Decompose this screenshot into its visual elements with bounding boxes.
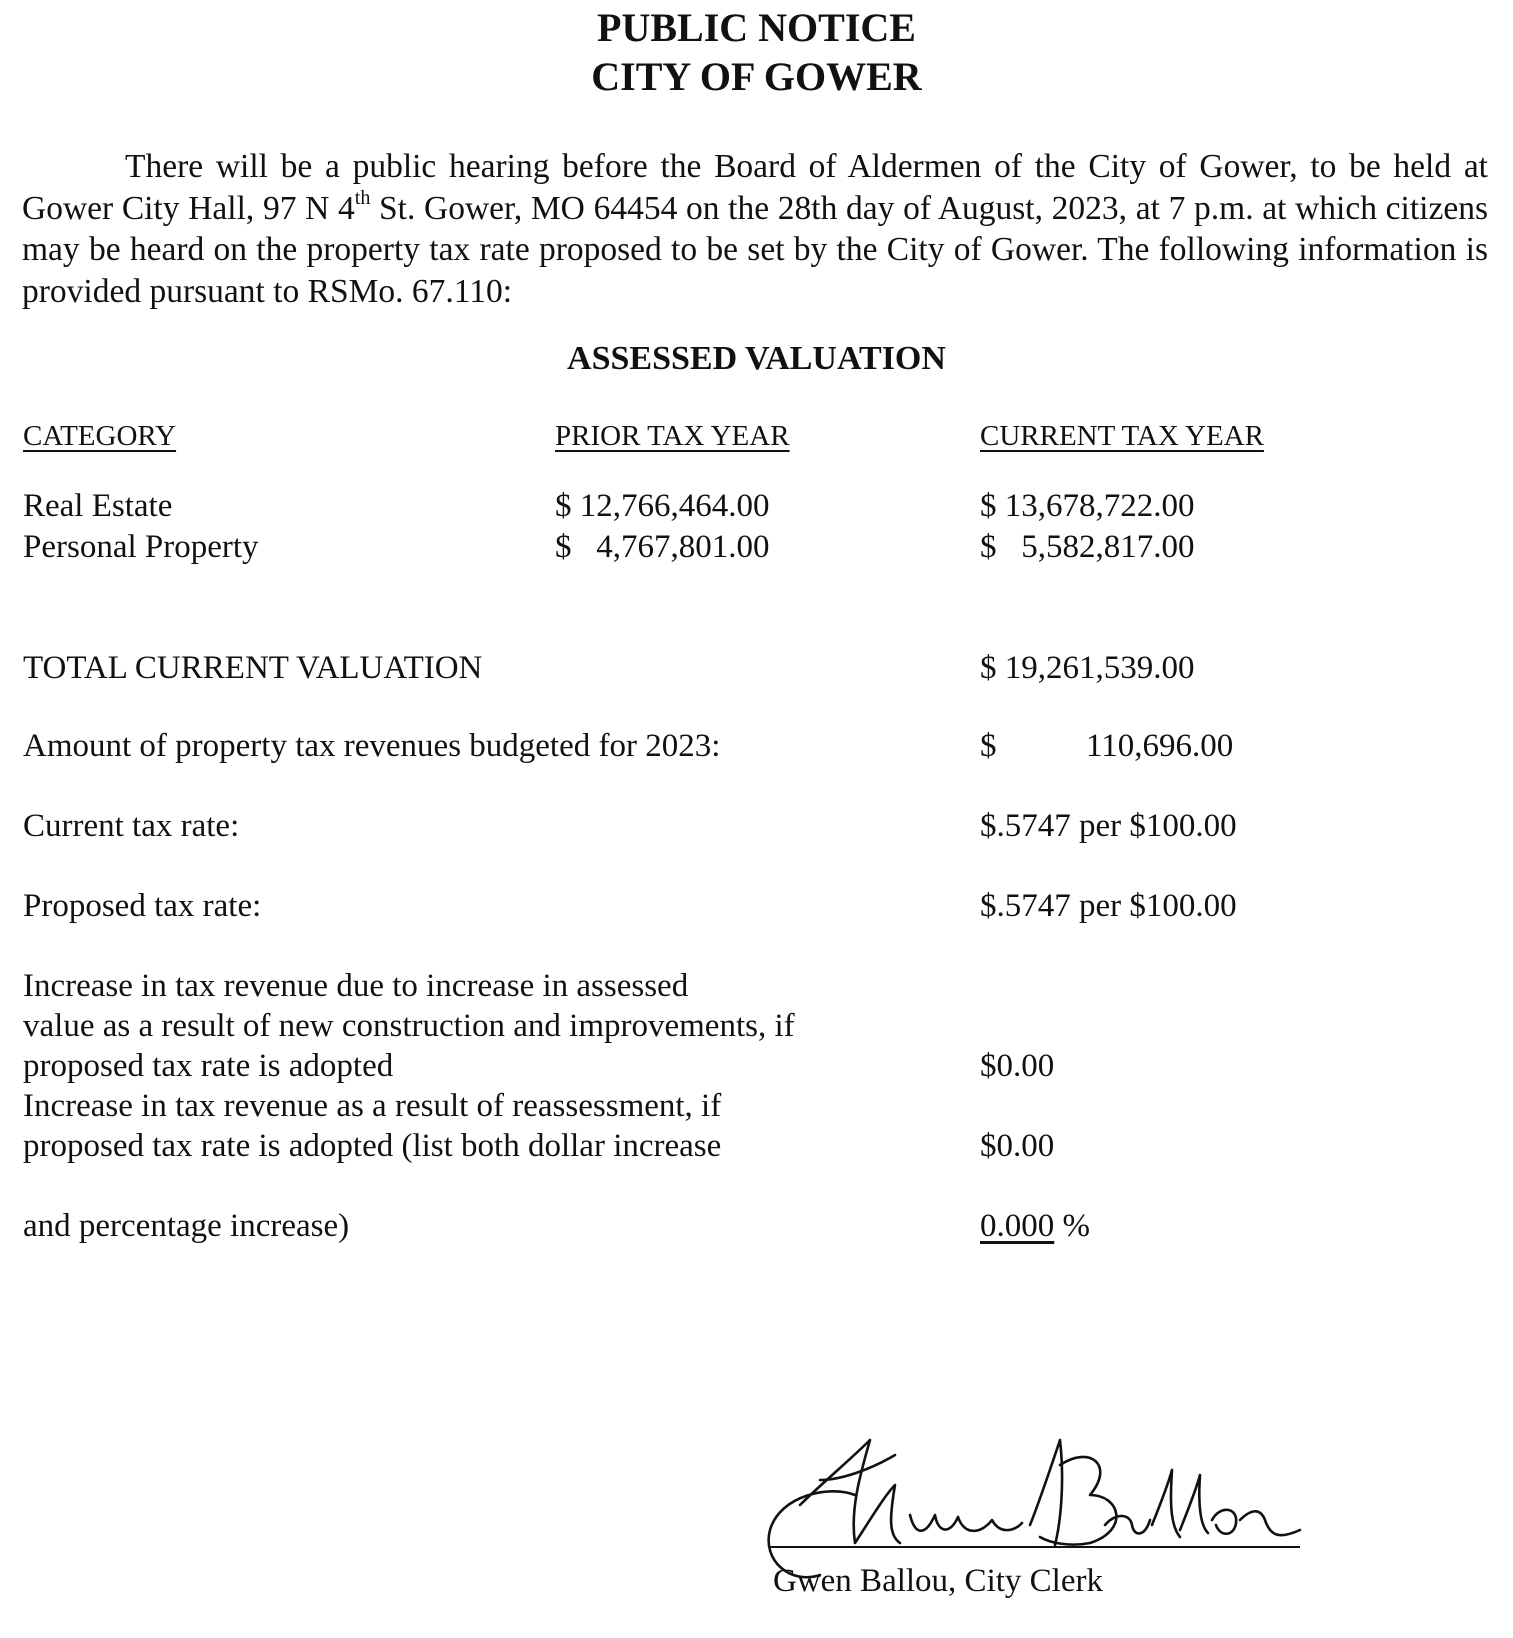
intro-paragraph bbox=[22, 146, 1488, 312]
percentage-unit: % bbox=[1062, 1208, 1090, 1244]
total-valuation-value: $ 19,261,539.00 bbox=[980, 650, 1195, 686]
intro-superscript: th bbox=[354, 187, 371, 210]
column-header-prior: PRIOR TAX YEAR bbox=[555, 420, 790, 452]
row-current-real-estate: $ 13,678,722.00 bbox=[980, 488, 1195, 524]
increase-reassess-value: $0.00 bbox=[980, 1128, 1055, 1164]
signer-name-title: Gwen Ballou, City Clerk bbox=[773, 1563, 1103, 1599]
row-category-real-estate: Real Estate bbox=[23, 488, 173, 524]
total-valuation-label: TOTAL CURRENT VALUATION bbox=[23, 650, 483, 686]
column-header-current: CURRENT TAX YEAR bbox=[980, 420, 1264, 452]
intro-text-part2: St. Gower, MO 64454 on the 28th day of August, 2023, at 7 p.m. at which citizens may be heard on the property tax rate proposed to be set by the City of Gower. The following information is provided pursuant to RSMo. 67.110: bbox=[22, 189, 1488, 310]
row-current-personal-property: $ 5,582,817.00 bbox=[980, 529, 1195, 565]
current-rate-label: Current tax rate: bbox=[23, 808, 240, 844]
current-rate-value: $.5747 per $100.00 bbox=[980, 808, 1237, 844]
signature-line bbox=[770, 1546, 1300, 1548]
proposed-rate-label: Proposed tax rate: bbox=[23, 888, 262, 924]
percentage-label: and percentage increase) bbox=[23, 1208, 350, 1244]
budget-currency: $ bbox=[980, 728, 997, 764]
proposed-rate-value: $.5747 per $100.00 bbox=[980, 888, 1237, 924]
row-prior-real-estate: $ 12,766,464.00 bbox=[555, 488, 770, 524]
row-prior-personal-property: $ 4,767,801.00 bbox=[555, 529, 770, 565]
increase-new-line-1: Increase in tax revenue due to increase in assessed bbox=[23, 968, 689, 1004]
increase-new-line-3: proposed tax rate is adopted bbox=[23, 1048, 394, 1084]
intro-text-part1: There will be a public hearing before the Board of Aldermen of the City of Gower, to be held at Gower City Hall, 97 N 4 bbox=[22, 148, 1488, 227]
budget-amount: 110,696.00 bbox=[1086, 728, 1234, 764]
increase-new-line-2: value as a result of new construction and improvements, if bbox=[23, 1008, 795, 1044]
notice-title: PUBLIC NOTICE bbox=[597, 5, 916, 50]
increase-new-value: $0.00 bbox=[980, 1048, 1055, 1084]
row-category-personal-property: Personal Property bbox=[23, 529, 259, 565]
percentage-value: 0.000 bbox=[980, 1208, 1055, 1244]
budget-label: Amount of property tax revenues budgeted for 2023: bbox=[23, 728, 721, 764]
city-title: CITY OF GOWER bbox=[591, 54, 922, 99]
column-header-category: CATEGORY bbox=[23, 420, 177, 452]
increase-reassess-line-1: Increase in tax revenue as a result of reassessment, if bbox=[23, 1088, 722, 1124]
assessed-valuation-title: ASSESSED VALUATION bbox=[567, 340, 946, 377]
percentage-value-group bbox=[980, 1208, 1090, 1245]
increase-reassess-line-2: proposed tax rate is adopted (list both dollar increase bbox=[23, 1128, 722, 1164]
